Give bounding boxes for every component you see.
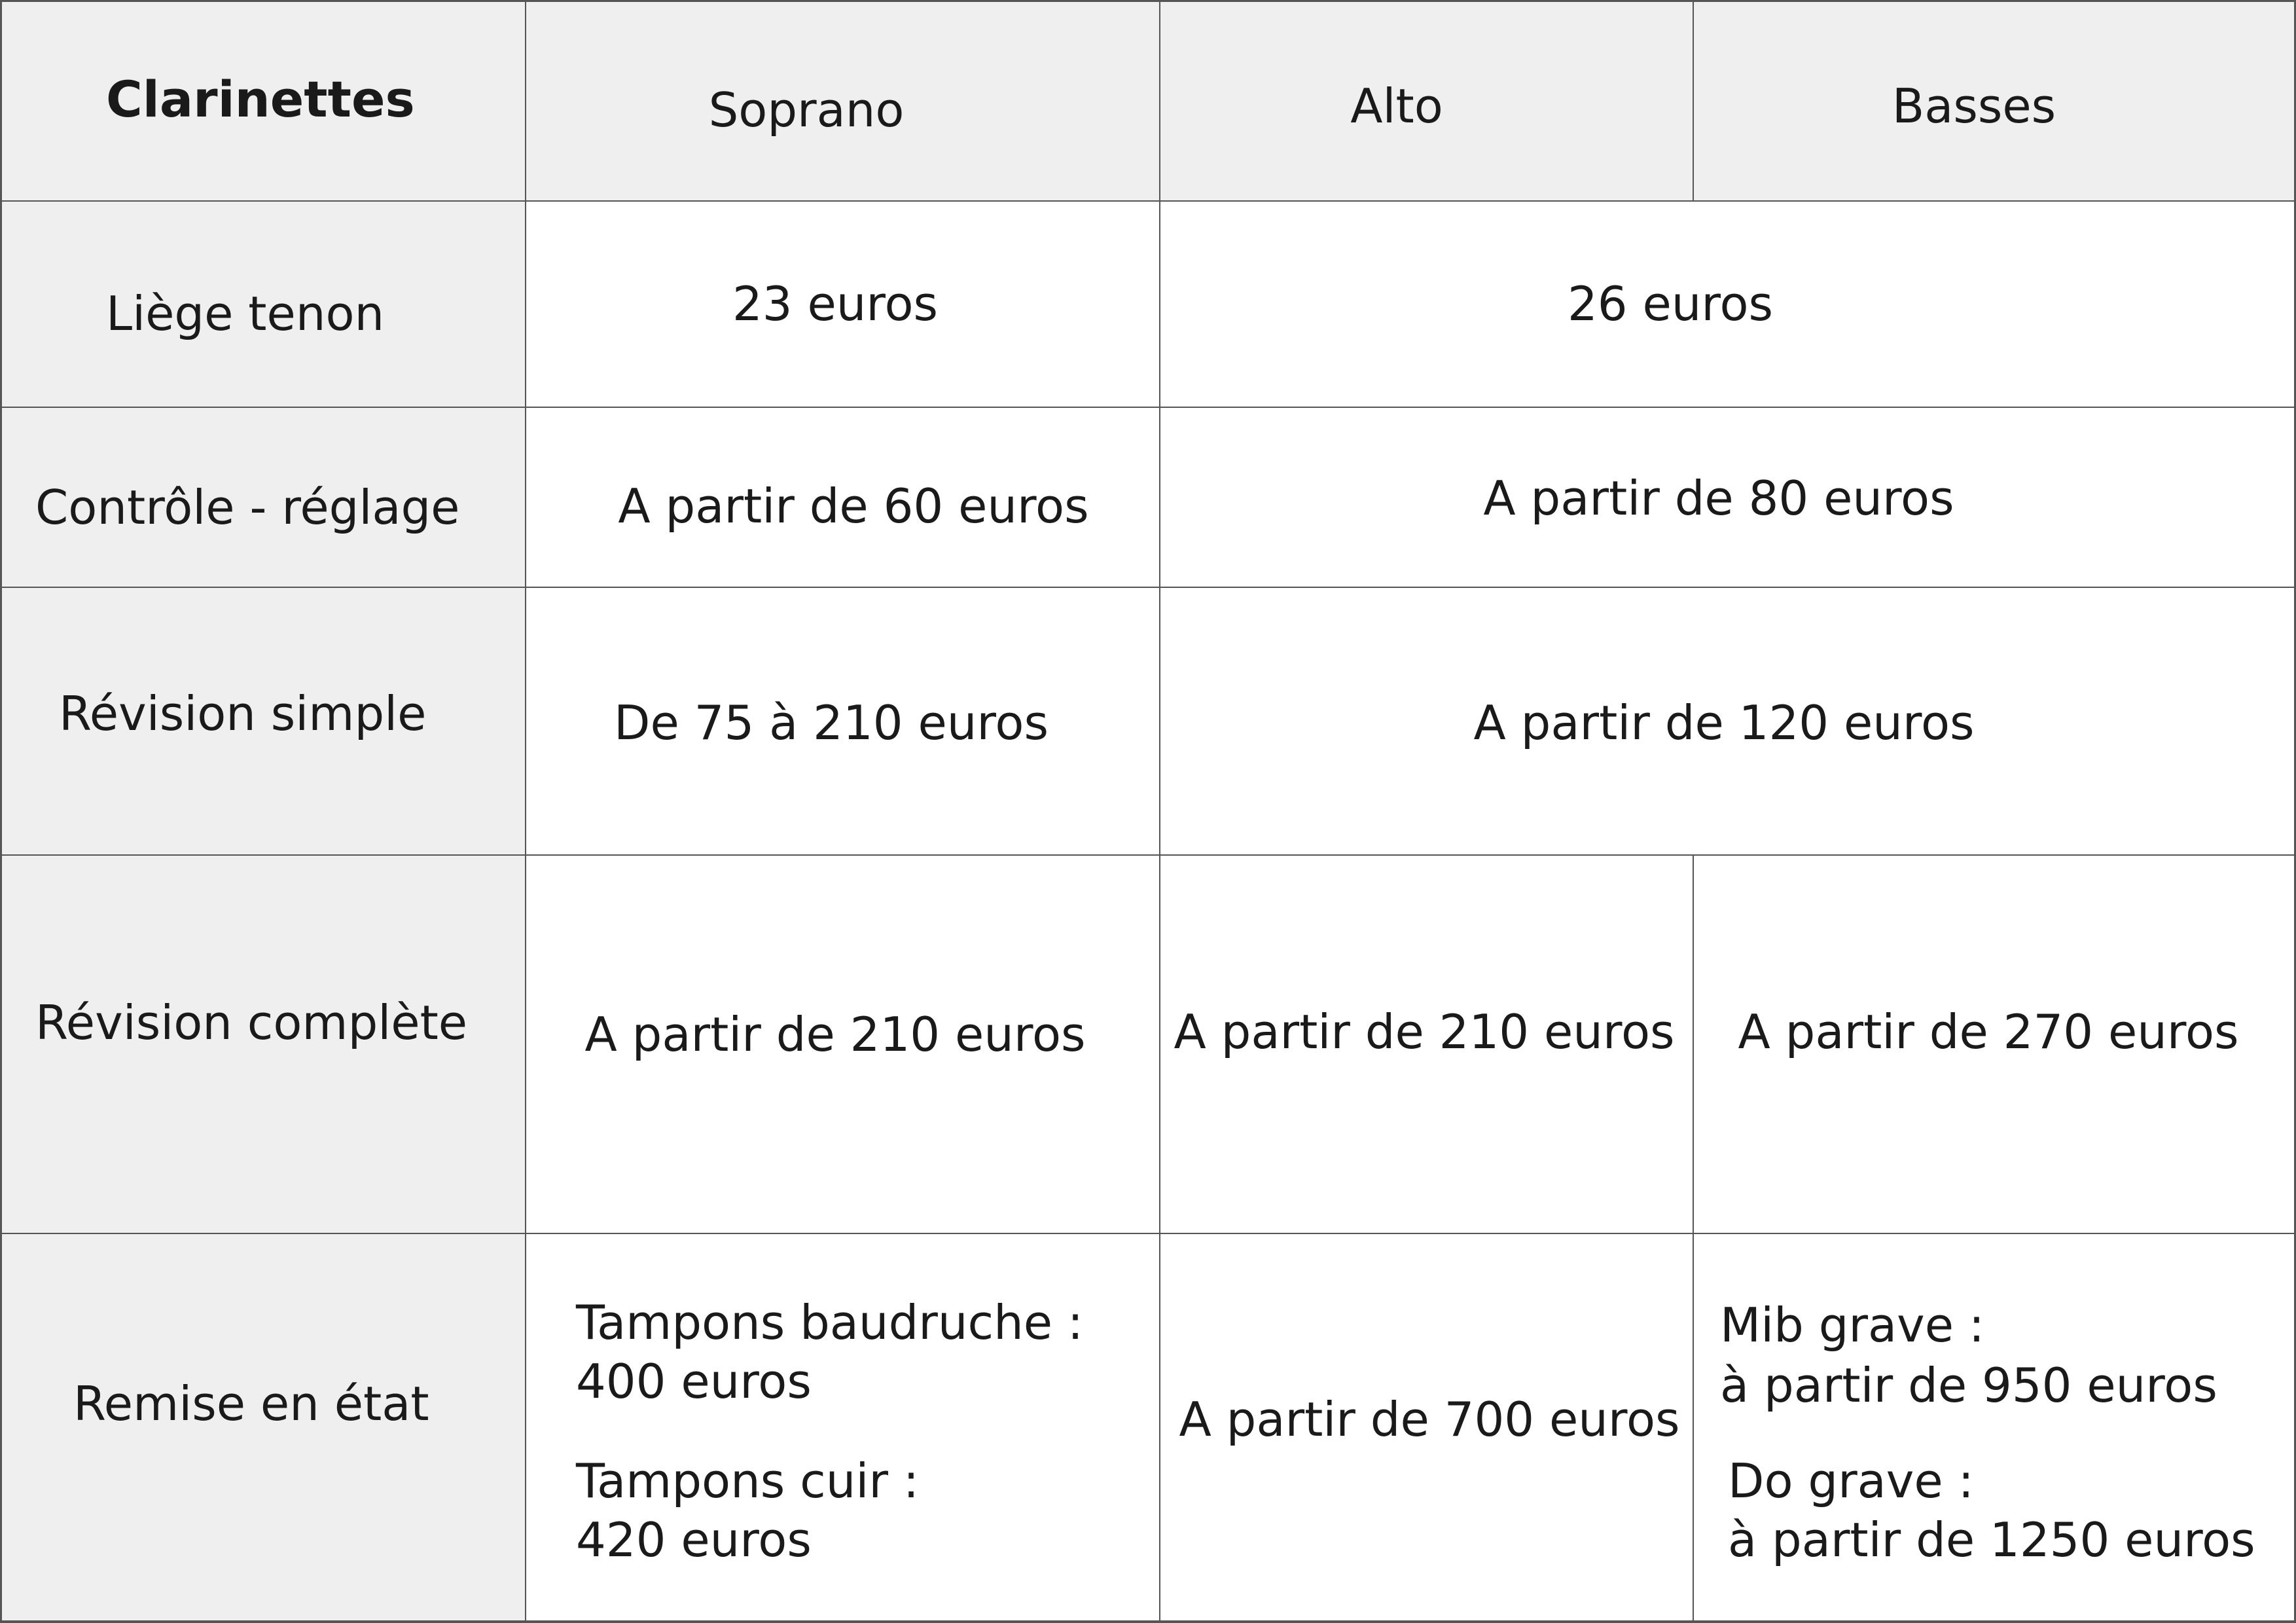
grid-line	[0, 407, 2296, 408]
row-label-remise-en-etat: Remise en état	[73, 1376, 429, 1431]
price-alto-basses: A partir de 80 euros	[1483, 471, 1954, 526]
column-header-soprano: Soprano	[708, 82, 905, 137]
column-header-basses: Basses	[1892, 79, 2056, 134]
soprano-option-price: 420 euros	[576, 1512, 812, 1567]
grid-line	[1159, 0, 1160, 1623]
table-corner-label: Clarinettes	[106, 70, 415, 128]
price-basses: A partir de 270 euros	[1738, 1004, 2239, 1059]
basses-option-price: à partir de 1250 euros	[1728, 1512, 2255, 1567]
price-alto: A partir de 210 euros	[1174, 1004, 1675, 1059]
row-label-controle-reglage: Contrôle - réglage	[35, 480, 460, 535]
soprano-option-price: 400 euros	[576, 1354, 812, 1409]
price-soprano: A partir de 60 euros	[618, 479, 1089, 534]
grid-line	[1693, 854, 1694, 1623]
row-label-liege-tenon: Liège tenon	[106, 286, 385, 341]
grid-line	[0, 854, 2296, 856]
grid-line	[0, 1620, 2296, 1623]
price-alto-basses: 26 euros	[1567, 276, 1774, 331]
grid-line	[525, 0, 526, 1623]
price-alto-basses: A partir de 120 euros	[1473, 695, 1975, 750]
price-alto: A partir de 700 euros	[1179, 1392, 1680, 1447]
grid-line	[1693, 0, 1694, 201]
price-soprano: De 75 à 210 euros	[614, 695, 1049, 750]
row-label-revision-complete: Révision complète	[35, 995, 468, 1050]
grid-line	[0, 0, 2, 1623]
price-soprano: 23 euros	[732, 276, 939, 331]
basses-option-title: Do grave :	[1728, 1453, 1974, 1508]
grid-line	[0, 587, 2296, 588]
soprano-option-title: Tampons cuir :	[576, 1453, 920, 1508]
grid-line	[0, 200, 2296, 202]
basses-option-price: à partir de 950 euros	[1720, 1358, 2217, 1413]
grid-line	[0, 0, 2296, 2]
soprano-option-title: Tampons baudruche :	[576, 1295, 1084, 1350]
column-header-alto: Alto	[1350, 79, 1443, 134]
grid-line	[0, 1233, 2296, 1234]
row-label-revision-simple: Révision simple	[59, 686, 427, 741]
price-soprano: A partir de 210 euros	[584, 1007, 1086, 1062]
basses-option-title: Mib grave :	[1720, 1298, 1985, 1353]
